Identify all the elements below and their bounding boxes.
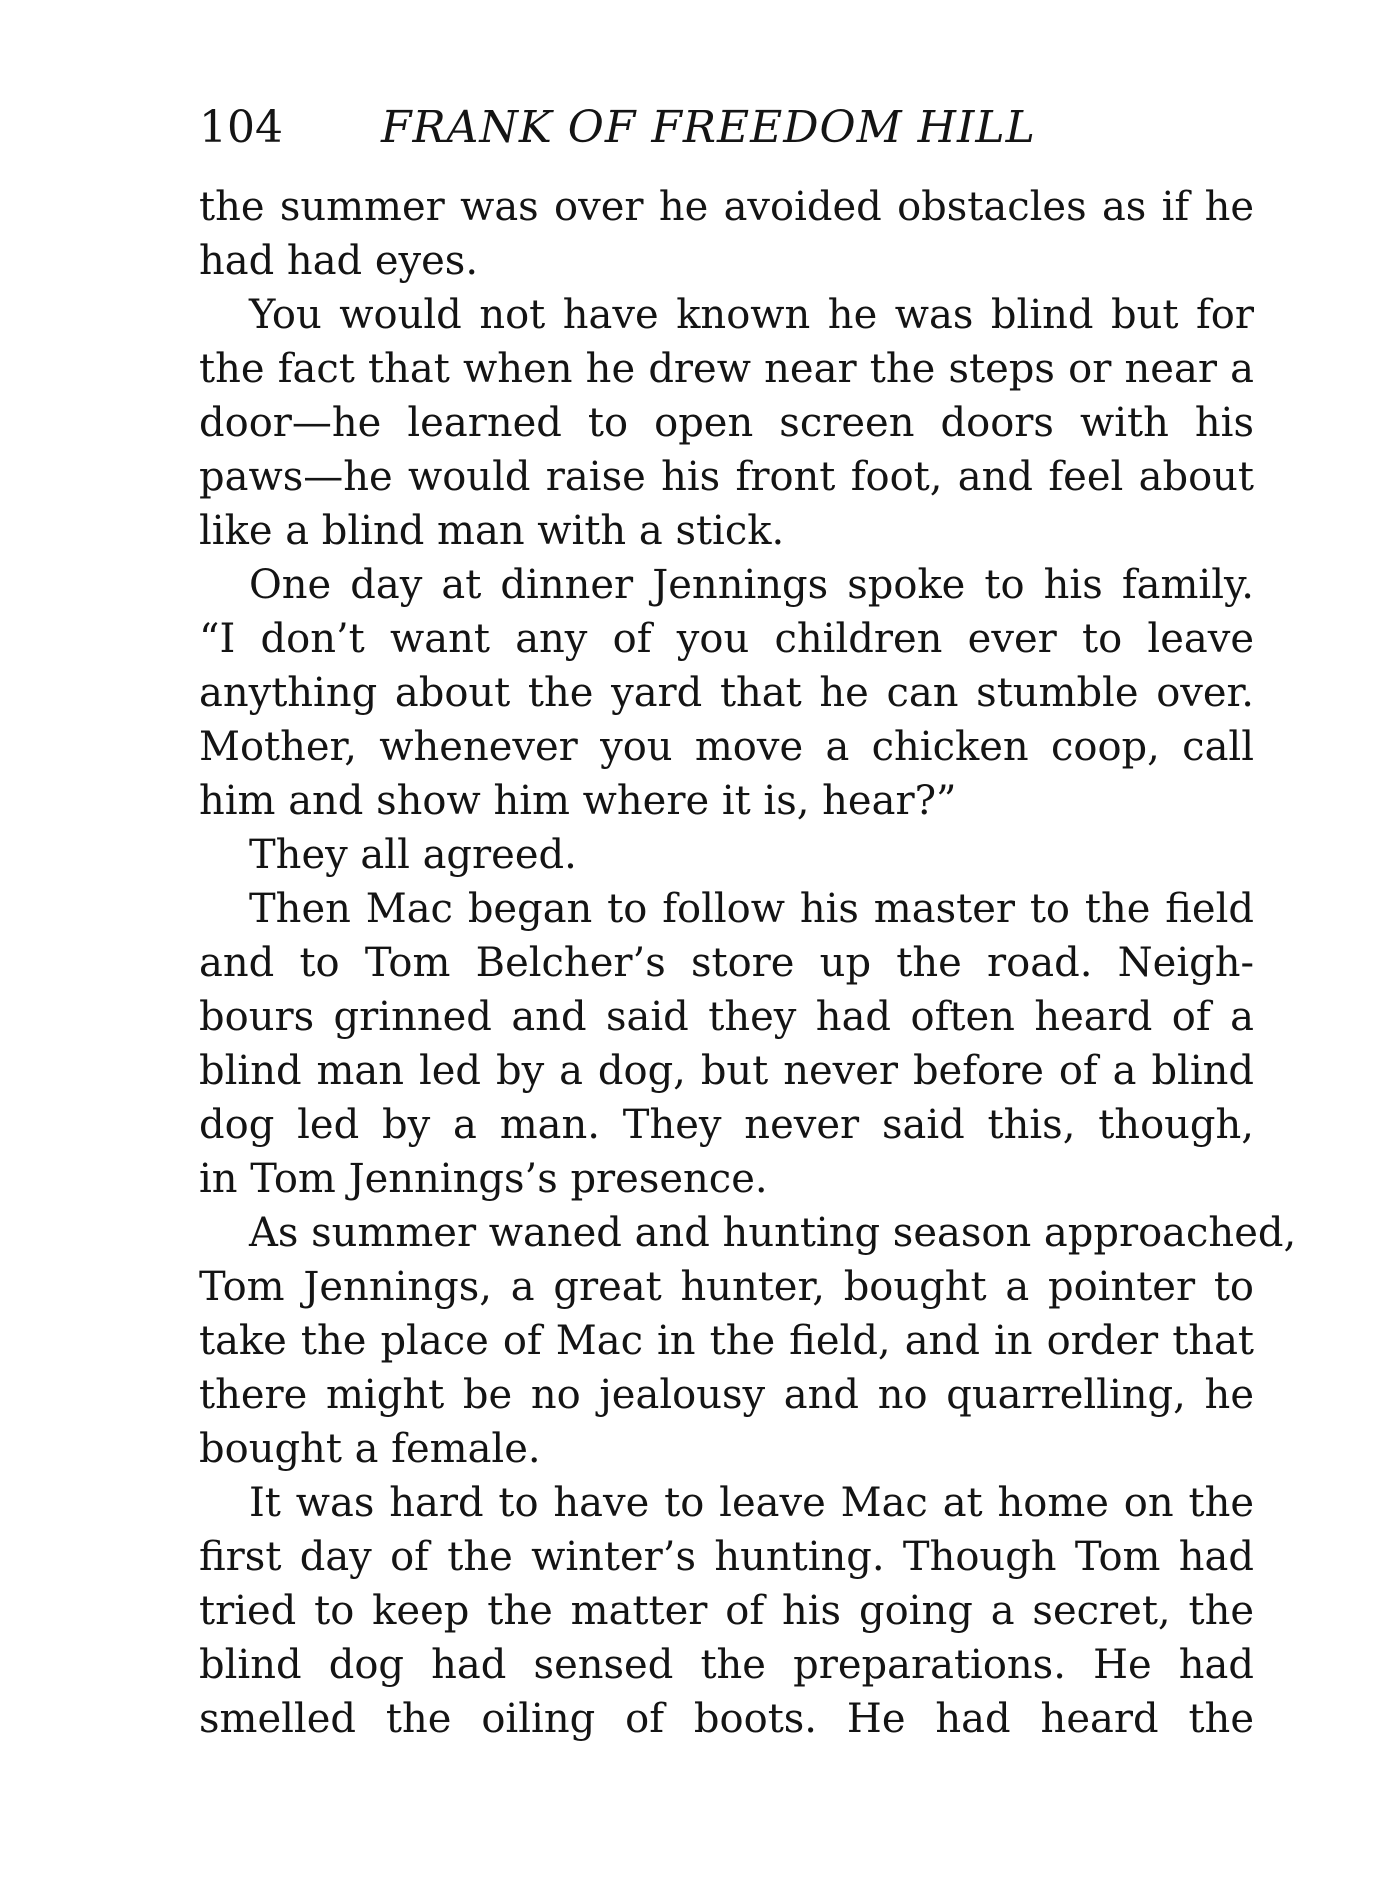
- text-line: Tom Jennings, a great hunter, bought a pointer to: [199, 1264, 1254, 1310]
- text-line: first day of the winter’s hunting. Though Tom had: [199, 1534, 1254, 1580]
- page-number: 104: [199, 102, 283, 153]
- text-line: there might be no jealousy and no quarrelling, he: [199, 1372, 1254, 1418]
- text-line: dog led by a man. They never said this, though,: [199, 1102, 1254, 1148]
- text-line: like a blind man with a stick.: [199, 508, 785, 554]
- text-line: take the place of Mac in the field, and in order that: [199, 1318, 1254, 1364]
- text-line: Mother, whenever you move a chicken coop, call: [199, 724, 1254, 770]
- text-line: in Tom Jennings’s presence.: [199, 1156, 768, 1202]
- text-line: You would not have known he was blind but for: [249, 292, 1254, 338]
- text-line: blind man led by a dog, but never before of a blind: [199, 1048, 1254, 1094]
- text-line: the fact that when he drew near the steps or near a: [199, 346, 1254, 392]
- text-line: him and show him where it is, hear?”: [199, 778, 957, 824]
- paragraph: [199, 180, 1254, 288]
- paragraph: [199, 828, 1254, 882]
- body-text: [199, 180, 1297, 1746]
- text-line: One day at dinner Jennings spoke to his family.: [249, 562, 1254, 608]
- text-line: paws—he would raise his front foot, and feel about: [199, 454, 1254, 500]
- text-line: They all agreed.: [249, 832, 577, 878]
- text-line: door—he learned to open screen doors with his: [199, 400, 1254, 446]
- text-line: “I don’t want any of you children ever to leave: [199, 616, 1254, 662]
- text-line: the summer was over he avoided obstacles as if he: [199, 184, 1254, 230]
- paragraph: [199, 558, 1254, 828]
- book-title: FRANK OF FREEDOM HILL: [381, 102, 1036, 153]
- paragraph: [199, 1206, 1297, 1476]
- text-line: had had eyes.: [199, 238, 479, 284]
- running-head: [199, 102, 1254, 154]
- text-line: and to Tom Belcher’s store up the road. Neigh-: [199, 940, 1254, 986]
- text-line: smelled the oiling of boots. He had heard the: [199, 1696, 1254, 1742]
- text-line: tried to keep the matter of his going a secret, the: [199, 1588, 1254, 1634]
- paragraph: [199, 288, 1254, 558]
- text-line: bours grinned and said they had often heard of a: [199, 994, 1254, 1040]
- text-line: bought a female.: [199, 1426, 541, 1472]
- text-line: blind dog had sensed the preparations. He had: [199, 1642, 1254, 1688]
- paragraph: [199, 1476, 1254, 1746]
- text-line: As summer waned and hunting season approached,: [249, 1210, 1297, 1256]
- text-line: Then Mac began to follow his master to the field: [249, 886, 1254, 932]
- text-line: anything about the yard that he can stumble over.: [199, 670, 1254, 716]
- text-line: It was hard to have to leave Mac at home on the: [249, 1480, 1254, 1526]
- paragraph: [199, 882, 1254, 1206]
